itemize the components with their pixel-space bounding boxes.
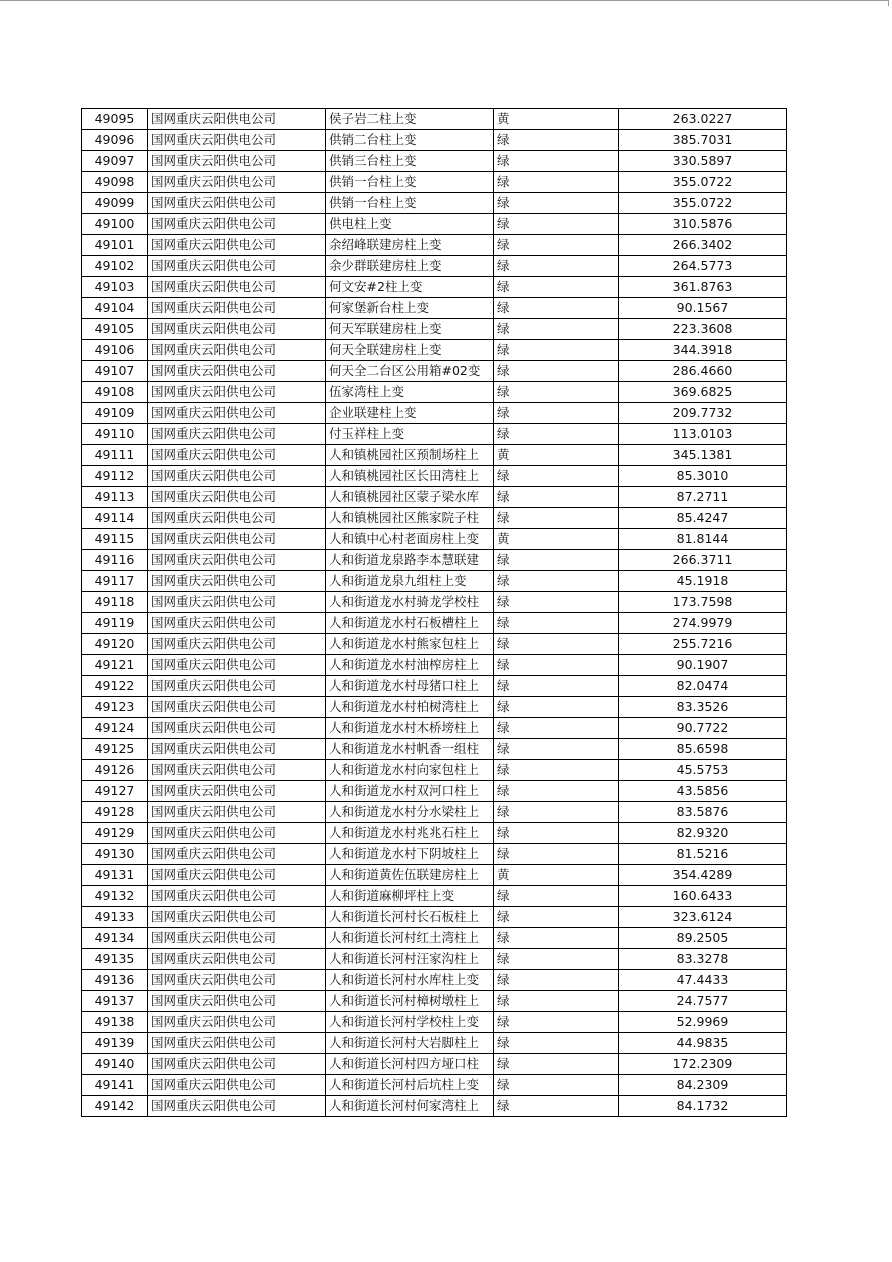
row-id-cell: 49130 [82,844,148,865]
table-row [82,529,787,550]
company-cell: 国网重庆云阳供电公司 [148,613,326,634]
row-id-cell: 49129 [82,823,148,844]
company-cell: 国网重庆云阳供电公司 [148,214,326,235]
company-cell: 国网重庆云阳供电公司 [148,739,326,760]
row-id-cell: 49126 [82,760,148,781]
value-cell: 354.4289 [619,865,787,886]
row-id-cell: 49131 [82,865,148,886]
value-cell: 84.2309 [619,1075,787,1096]
status-cell: 绿 [494,634,619,655]
company-cell: 国网重庆云阳供电公司 [148,571,326,592]
value-cell: 255.7216 [619,634,787,655]
table-row [82,487,787,508]
page-right-border [888,0,889,6]
company-cell: 国网重庆云阳供电公司 [148,907,326,928]
table-row [82,319,787,340]
company-cell: 国网重庆云阳供电公司 [148,886,326,907]
status-cell: 绿 [494,172,619,193]
table-row [82,655,787,676]
company-cell: 国网重庆云阳供电公司 [148,865,326,886]
row-id-cell: 49110 [82,424,148,445]
value-cell: 83.3278 [619,949,787,970]
status-cell: 绿 [494,550,619,571]
value-cell: 274.9979 [619,613,787,634]
row-id-cell: 49096 [82,130,148,151]
company-cell: 国网重庆云阳供电公司 [148,487,326,508]
status-cell: 绿 [494,193,619,214]
page-top-border [0,0,888,1]
status-cell: 绿 [494,907,619,928]
table-row [82,109,787,130]
table-row [82,928,787,949]
transformer-name-cell: 余少群联建房柱上变 [326,256,494,277]
status-cell: 绿 [494,655,619,676]
company-cell: 国网重庆云阳供电公司 [148,361,326,382]
value-cell: 44.9835 [619,1033,787,1054]
transformer-name-cell: 人和街道长河村樟树墩柱上 [326,991,494,1012]
company-cell: 国网重庆云阳供电公司 [148,802,326,823]
status-cell: 绿 [494,340,619,361]
value-cell: 385.7031 [619,130,787,151]
status-cell: 绿 [494,466,619,487]
company-cell: 国网重庆云阳供电公司 [148,676,326,697]
status-cell: 绿 [494,424,619,445]
status-cell: 绿 [494,739,619,760]
transformer-name-cell: 人和街道长河村红土湾柱上 [326,928,494,949]
table-row [82,865,787,886]
company-cell: 国网重庆云阳供电公司 [148,970,326,991]
value-cell: 47.4433 [619,970,787,991]
row-id-cell: 49133 [82,907,148,928]
status-cell: 黄 [494,445,619,466]
table-row [82,1054,787,1075]
value-cell: 90.1907 [619,655,787,676]
company-cell: 国网重庆云阳供电公司 [148,1054,326,1075]
transformer-name-cell: 人和街道龙水村双河口柱上 [326,781,494,802]
table-row [82,235,787,256]
transformer-name-cell: 人和街道龙水村柏树湾柱上 [326,697,494,718]
status-cell: 绿 [494,361,619,382]
row-id-cell: 49112 [82,466,148,487]
row-id-cell: 49097 [82,151,148,172]
table-row [82,739,787,760]
transformer-name-cell: 供电柱上变 [326,214,494,235]
value-cell: 82.0474 [619,676,787,697]
row-id-cell: 49121 [82,655,148,676]
status-cell: 绿 [494,781,619,802]
table-row [82,949,787,970]
company-cell: 国网重庆云阳供电公司 [148,1096,326,1117]
transformer-name-cell: 侯子岩二柱上变 [326,109,494,130]
company-cell: 国网重庆云阳供电公司 [148,151,326,172]
transformer-name-cell: 人和街道龙泉路李本慧联建 [326,550,494,571]
transformer-name-cell: 人和街道黄佐伍联建房柱上 [326,865,494,886]
company-cell: 国网重庆云阳供电公司 [148,193,326,214]
transformer-name-cell: 企业联建柱上变 [326,403,494,424]
transformer-name-cell: 供销一台柱上变 [326,193,494,214]
table-row [82,403,787,424]
table-row [82,1012,787,1033]
transformer-name-cell: 人和镇桃园社区长田湾柱上 [326,466,494,487]
status-cell: 绿 [494,760,619,781]
table-row [82,634,787,655]
transformer-name-cell: 人和镇桃园社区预制场柱上 [326,445,494,466]
table-row [82,1075,787,1096]
company-cell: 国网重庆云阳供电公司 [148,697,326,718]
company-cell: 国网重庆云阳供电公司 [148,256,326,277]
value-cell: 264.5773 [619,256,787,277]
value-cell: 286.4660 [619,361,787,382]
row-id-cell: 49139 [82,1033,148,1054]
value-cell: 43.5856 [619,781,787,802]
company-cell: 国网重庆云阳供电公司 [148,403,326,424]
value-cell: 83.3526 [619,697,787,718]
table-row [82,340,787,361]
transformer-name-cell: 人和街道龙水村骑龙学校柱 [326,592,494,613]
row-id-cell: 49099 [82,193,148,214]
table-row [82,781,787,802]
row-id-cell: 49132 [82,886,148,907]
company-cell: 国网重庆云阳供电公司 [148,592,326,613]
table-row [82,151,787,172]
company-cell: 国网重庆云阳供电公司 [148,235,326,256]
status-cell: 绿 [494,403,619,424]
transformer-name-cell: 伍家湾柱上变 [326,382,494,403]
company-cell: 国网重庆云阳供电公司 [148,172,326,193]
row-id-cell: 49101 [82,235,148,256]
transformer-name-cell: 人和街道龙水村向家包柱上 [326,760,494,781]
company-cell: 国网重庆云阳供电公司 [148,508,326,529]
table-row [82,613,787,634]
transformer-name-cell: 人和街道龙水村油榨房柱上 [326,655,494,676]
value-cell: 81.5216 [619,844,787,865]
status-cell: 绿 [494,214,619,235]
status-cell: 黄 [494,529,619,550]
company-cell: 国网重庆云阳供电公司 [148,718,326,739]
value-cell: 173.7598 [619,592,787,613]
transformer-name-cell: 人和街道长河村后坑柱上变 [326,1075,494,1096]
row-id-cell: 49135 [82,949,148,970]
table-row [82,718,787,739]
row-id-cell: 49137 [82,991,148,1012]
status-cell: 绿 [494,718,619,739]
company-cell: 国网重庆云阳供电公司 [148,781,326,802]
company-cell: 国网重庆云阳供电公司 [148,1075,326,1096]
status-cell: 绿 [494,844,619,865]
transformer-name-cell: 人和街道龙水村下阴坡柱上 [326,844,494,865]
row-id-cell: 49106 [82,340,148,361]
status-cell: 绿 [494,676,619,697]
table-row [82,571,787,592]
row-id-cell: 49103 [82,277,148,298]
transformer-name-cell: 人和街道长河村何家湾柱上 [326,1096,494,1117]
transformer-name-cell: 何天全二台区公用箱#02变 [326,361,494,382]
transformer-name-cell: 人和街道麻柳坪柱上变 [326,886,494,907]
status-cell: 绿 [494,886,619,907]
status-cell: 绿 [494,1033,619,1054]
value-cell: 266.3402 [619,235,787,256]
table-row [82,277,787,298]
value-cell: 209.7732 [619,403,787,424]
table-row [82,970,787,991]
transformer-name-cell: 人和镇桃园社区蒙子梁水库 [326,487,494,508]
table-row [82,130,787,151]
table-row [82,298,787,319]
table-row [82,991,787,1012]
status-cell: 绿 [494,1075,619,1096]
table-row [82,823,787,844]
transformer-name-cell: 付玉祥柱上变 [326,424,494,445]
company-cell: 国网重庆云阳供电公司 [148,634,326,655]
row-id-cell: 49136 [82,970,148,991]
table-row [82,1033,787,1054]
table-row [82,256,787,277]
value-cell: 369.6825 [619,382,787,403]
status-cell: 绿 [494,1054,619,1075]
row-id-cell: 49120 [82,634,148,655]
status-cell: 绿 [494,382,619,403]
transformer-name-cell: 人和街道龙水村母猪口柱上 [326,676,494,697]
transformer-name-cell: 人和街道长河村四方垭口柱 [326,1054,494,1075]
status-cell: 绿 [494,1096,619,1117]
status-cell: 绿 [494,949,619,970]
table-row [82,445,787,466]
row-id-cell: 49111 [82,445,148,466]
status-cell: 绿 [494,991,619,1012]
table-body [82,109,787,1117]
company-cell: 国网重庆云阳供电公司 [148,277,326,298]
company-cell: 国网重庆云阳供电公司 [148,340,326,361]
company-cell: 国网重庆云阳供电公司 [148,655,326,676]
status-cell: 绿 [494,592,619,613]
transformer-name-cell: 何天军联建房柱上变 [326,319,494,340]
value-cell: 263.0227 [619,109,787,130]
transformer-name-cell: 人和街道长河村长石板柱上 [326,907,494,928]
row-id-cell: 49116 [82,550,148,571]
value-cell: 84.1732 [619,1096,787,1117]
transformer-name-cell: 人和镇桃园社区熊家院子柱 [326,508,494,529]
status-cell: 绿 [494,256,619,277]
row-id-cell: 49105 [82,319,148,340]
row-id-cell: 49122 [82,676,148,697]
row-id-cell: 49142 [82,1096,148,1117]
value-cell: 345.1381 [619,445,787,466]
company-cell: 国网重庆云阳供电公司 [148,844,326,865]
value-cell: 361.8763 [619,277,787,298]
transformer-name-cell: 人和街道长河村汪家沟柱上 [326,949,494,970]
table-row [82,907,787,928]
transformer-name-cell: 人和街道长河村学校柱上变 [326,1012,494,1033]
transformer-name-cell: 余绍峰联建房柱上变 [326,235,494,256]
transformer-name-cell: 供销二台柱上变 [326,130,494,151]
company-cell: 国网重庆云阳供电公司 [148,109,326,130]
transformer-name-cell: 人和街道龙水村帆香一组柱 [326,739,494,760]
company-cell: 国网重庆云阳供电公司 [148,1012,326,1033]
row-id-cell: 49140 [82,1054,148,1075]
company-cell: 国网重庆云阳供电公司 [148,382,326,403]
table-row [82,382,787,403]
company-cell: 国网重庆云阳供电公司 [148,319,326,340]
company-cell: 国网重庆云阳供电公司 [148,949,326,970]
company-cell: 国网重庆云阳供电公司 [148,466,326,487]
status-cell: 绿 [494,970,619,991]
transformer-name-cell: 何天全联建房柱上变 [326,340,494,361]
value-cell: 355.0722 [619,172,787,193]
row-id-cell: 49141 [82,1075,148,1096]
transformer-name-cell: 供销一台柱上变 [326,172,494,193]
company-cell: 国网重庆云阳供电公司 [148,928,326,949]
company-cell: 国网重庆云阳供电公司 [148,424,326,445]
table-row [82,886,787,907]
transformer-name-cell: 人和街道长河村水库柱上变 [326,970,494,991]
value-cell: 85.4247 [619,508,787,529]
company-cell: 国网重庆云阳供电公司 [148,529,326,550]
status-cell: 绿 [494,277,619,298]
status-cell: 黄 [494,865,619,886]
table-row [82,424,787,445]
table-row [82,466,787,487]
value-cell: 310.5876 [619,214,787,235]
table-row [82,1096,787,1117]
value-cell: 266.3711 [619,550,787,571]
value-cell: 85.3010 [619,466,787,487]
table-row [82,361,787,382]
transformer-name-cell: 人和街道龙水村木桥塝柱上 [326,718,494,739]
transformer-name-cell: 人和街道龙水村分水梁柱上 [326,802,494,823]
status-cell: 绿 [494,298,619,319]
row-id-cell: 49102 [82,256,148,277]
value-cell: 90.1567 [619,298,787,319]
transformer-name-cell: 人和街道龙泉九组柱上变 [326,571,494,592]
company-cell: 国网重庆云阳供电公司 [148,445,326,466]
row-id-cell: 49128 [82,802,148,823]
row-id-cell: 49118 [82,592,148,613]
value-cell: 344.3918 [619,340,787,361]
company-cell: 国网重庆云阳供电公司 [148,298,326,319]
table-row [82,508,787,529]
row-id-cell: 49117 [82,571,148,592]
transformer-name-cell: 何家堡新台柱上变 [326,298,494,319]
table-row [82,844,787,865]
company-cell: 国网重庆云阳供电公司 [148,823,326,844]
status-cell: 绿 [494,613,619,634]
status-cell: 绿 [494,319,619,340]
value-cell: 45.1918 [619,571,787,592]
value-cell: 81.8144 [619,529,787,550]
table-row [82,760,787,781]
value-cell: 223.3608 [619,319,787,340]
table-row [82,802,787,823]
value-cell: 160.6433 [619,886,787,907]
row-id-cell: 49104 [82,298,148,319]
value-cell: 172.2309 [619,1054,787,1075]
value-cell: 330.5897 [619,151,787,172]
table-row [82,172,787,193]
row-id-cell: 49108 [82,382,148,403]
value-cell: 83.5876 [619,802,787,823]
value-cell: 87.2711 [619,487,787,508]
data-table [81,108,787,1117]
transformer-name-cell: 人和街道龙水村兆兆石柱上 [326,823,494,844]
table-row [82,592,787,613]
status-cell: 绿 [494,1012,619,1033]
row-id-cell: 49125 [82,739,148,760]
transformer-name-cell: 人和镇中心村老面房柱上变 [326,529,494,550]
status-cell: 绿 [494,508,619,529]
value-cell: 355.0722 [619,193,787,214]
row-id-cell: 49119 [82,613,148,634]
row-id-cell: 49109 [82,403,148,424]
transformer-name-cell: 何文安#2柱上变 [326,277,494,298]
row-id-cell: 49123 [82,697,148,718]
row-id-cell: 49115 [82,529,148,550]
value-cell: 82.9320 [619,823,787,844]
value-cell: 45.5753 [619,760,787,781]
value-cell: 85.6598 [619,739,787,760]
row-id-cell: 49098 [82,172,148,193]
row-id-cell: 49113 [82,487,148,508]
table-row [82,193,787,214]
company-cell: 国网重庆云阳供电公司 [148,130,326,151]
row-id-cell: 49107 [82,361,148,382]
status-cell: 绿 [494,130,619,151]
status-cell: 绿 [494,802,619,823]
row-id-cell: 49138 [82,1012,148,1033]
status-cell: 绿 [494,571,619,592]
value-cell: 52.9969 [619,1012,787,1033]
status-cell: 绿 [494,823,619,844]
table-row [82,676,787,697]
transformer-name-cell: 人和街道长河村大岩脚柱上 [326,1033,494,1054]
company-cell: 国网重庆云阳供电公司 [148,760,326,781]
row-id-cell: 49100 [82,214,148,235]
table-row [82,214,787,235]
value-cell: 113.0103 [619,424,787,445]
status-cell: 绿 [494,235,619,256]
row-id-cell: 49114 [82,508,148,529]
row-id-cell: 49095 [82,109,148,130]
company-cell: 国网重庆云阳供电公司 [148,550,326,571]
transformer-name-cell: 人和街道龙水村石板槽柱上 [326,613,494,634]
status-cell: 绿 [494,151,619,172]
value-cell: 89.2505 [619,928,787,949]
status-cell: 绿 [494,487,619,508]
value-cell: 323.6124 [619,907,787,928]
row-id-cell: 49124 [82,718,148,739]
value-cell: 24.7577 [619,991,787,1012]
value-cell: 90.7722 [619,718,787,739]
status-cell: 绿 [494,697,619,718]
company-cell: 国网重庆云阳供电公司 [148,1033,326,1054]
table-row [82,550,787,571]
transformer-name-cell: 人和街道龙水村熊家包柱上 [326,634,494,655]
transformer-name-cell: 供销三台柱上变 [326,151,494,172]
row-id-cell: 49127 [82,781,148,802]
row-id-cell: 49134 [82,928,148,949]
company-cell: 国网重庆云阳供电公司 [148,991,326,1012]
status-cell: 黄 [494,109,619,130]
status-cell: 绿 [494,928,619,949]
table-row [82,697,787,718]
